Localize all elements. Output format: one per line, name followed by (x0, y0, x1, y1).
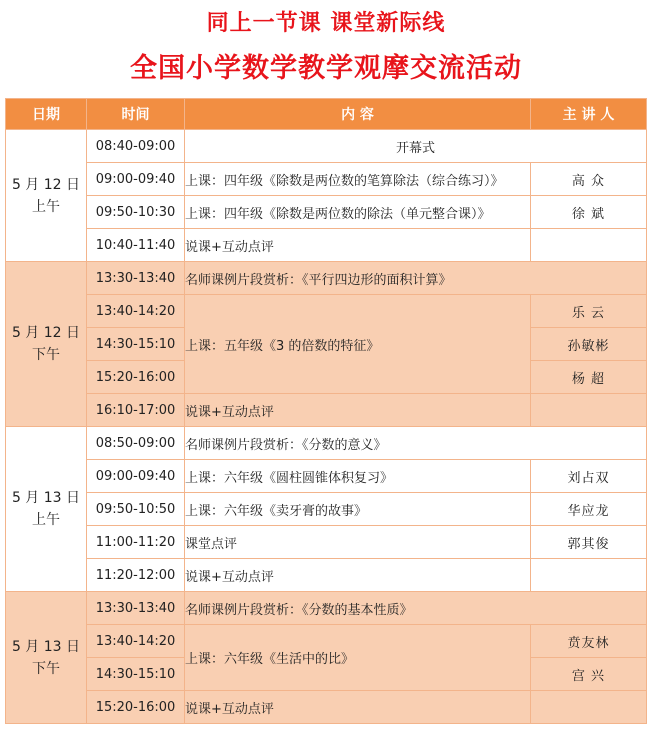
header-speaker: 主 讲 人 (531, 99, 647, 130)
content-cell (185, 196, 531, 229)
content-text: 上课：四年级《除数是两位数的笔算除法（综合练习）》 (185, 173, 504, 189)
table-row (6, 625, 647, 658)
content-cell (185, 163, 531, 196)
time-cell: 11:20-12:00 (87, 559, 185, 592)
speaker-cell: 宫 兴 (531, 658, 647, 691)
period-text: 下午 (32, 660, 60, 677)
table-row (6, 163, 647, 196)
time-cell: 13:30-13:40 (87, 262, 185, 295)
content-cell: 说课+互动点评 (185, 229, 531, 262)
schedule-table (5, 98, 647, 724)
speaker-cell: 华应龙 (531, 493, 647, 526)
table-row (6, 460, 647, 493)
header-content: 内 容 (185, 99, 531, 130)
speaker-cell: 杨 超 (531, 361, 647, 394)
time-cell: 09:00-09:40 (87, 163, 185, 196)
time-cell: 08:40-09:00 (87, 130, 185, 163)
header-row (6, 99, 647, 130)
date-cell (6, 592, 87, 724)
content-cell: 说课+互动点评 (185, 691, 531, 724)
content-cell: 上课：五年级《3 的倍数的特征》 (185, 295, 531, 394)
content-cell: 名师课例片段赏析：《分数的意义》 (185, 427, 647, 460)
table-row (6, 229, 647, 262)
content-cell: 开幕式 (185, 130, 647, 163)
date-cell (6, 262, 87, 427)
table-row (6, 295, 647, 328)
content-cell: 上课：六年级《圆柱圆锥体积复习》 (185, 460, 531, 493)
time-cell: 16:10-17:00 (87, 394, 185, 427)
date-cell (6, 130, 87, 262)
date-text: 5 月 12 日 (11, 325, 81, 341)
table-row (6, 130, 647, 163)
time-cell: 09:50-10:30 (87, 196, 185, 229)
date-text: 5 月 12 日 (11, 176, 81, 193)
time-cell: 10:40-11:40 (87, 229, 185, 262)
table-row (6, 394, 647, 427)
table-row (6, 262, 647, 295)
table-row (6, 559, 647, 592)
time-cell: 15:20-16:00 (87, 691, 185, 724)
speaker-cell: 刘占双 (531, 460, 647, 493)
content-cell: 说课+互动点评 (185, 394, 531, 427)
content-cell: 上课：六年级《卖牙膏的故事》 (185, 493, 531, 526)
table-row (6, 196, 647, 229)
speaker-cell (531, 559, 647, 592)
table-row (6, 691, 647, 724)
table-row (6, 493, 647, 526)
speaker-cell: 徐 斌 (531, 196, 647, 229)
content-cell: 名师课例片段赏析：《平行四边形的面积计算》 (185, 262, 647, 295)
period-text: 下午 (32, 347, 60, 363)
table-row (6, 427, 647, 460)
content-text: 上课：四年级《除数是两位数的除法（单元整合课）》 (185, 206, 491, 222)
time-cell: 13:30-13:40 (87, 592, 185, 625)
title-line-2: 全国小学数学教学观摩交流活动 (130, 53, 522, 84)
time-cell: 09:50-10:50 (87, 493, 185, 526)
speaker-cell (531, 691, 647, 724)
time-cell: 15:20-16:00 (87, 361, 185, 394)
time-cell: 14:30-15:10 (87, 658, 185, 691)
content-cell: 名师课例片段赏析：《分数的基本性质》 (185, 592, 647, 625)
content-cell: 课堂点评 (185, 526, 531, 559)
title-line-1: 同上一节课 课堂新际线 (206, 11, 446, 36)
speaker-cell (531, 394, 647, 427)
table-row (6, 592, 647, 625)
date-text: 5 月 13 日 (11, 638, 81, 655)
speaker-cell: 贲友林 (531, 625, 647, 658)
time-cell: 14:30-15:10 (87, 328, 185, 361)
time-cell: 11:00-11:20 (87, 526, 185, 559)
header-time: 时间 (87, 99, 185, 130)
speaker-cell: 孙敏彬 (531, 328, 647, 361)
content-cell: 说课+互动点评 (185, 559, 531, 592)
speaker-cell: 郭其俊 (531, 526, 647, 559)
speaker-cell: 高 众 (531, 163, 647, 196)
time-cell: 08:50-09:00 (87, 427, 185, 460)
content-cell: 上课：六年级《生活中的比》 (185, 625, 531, 691)
date-text: 5 月 13 日 (11, 490, 81, 506)
time-cell: 13:40-14:20 (87, 625, 185, 658)
time-cell: 09:00-09:40 (87, 460, 185, 493)
period-text: 上午 (32, 198, 60, 215)
header-date: 日期 (6, 99, 87, 130)
speaker-cell (531, 229, 647, 262)
date-cell (6, 427, 87, 592)
speaker-cell: 乐 云 (531, 295, 647, 328)
time-cell: 13:40-14:20 (87, 295, 185, 328)
period-text: 上午 (32, 512, 60, 528)
table-row (6, 526, 647, 559)
